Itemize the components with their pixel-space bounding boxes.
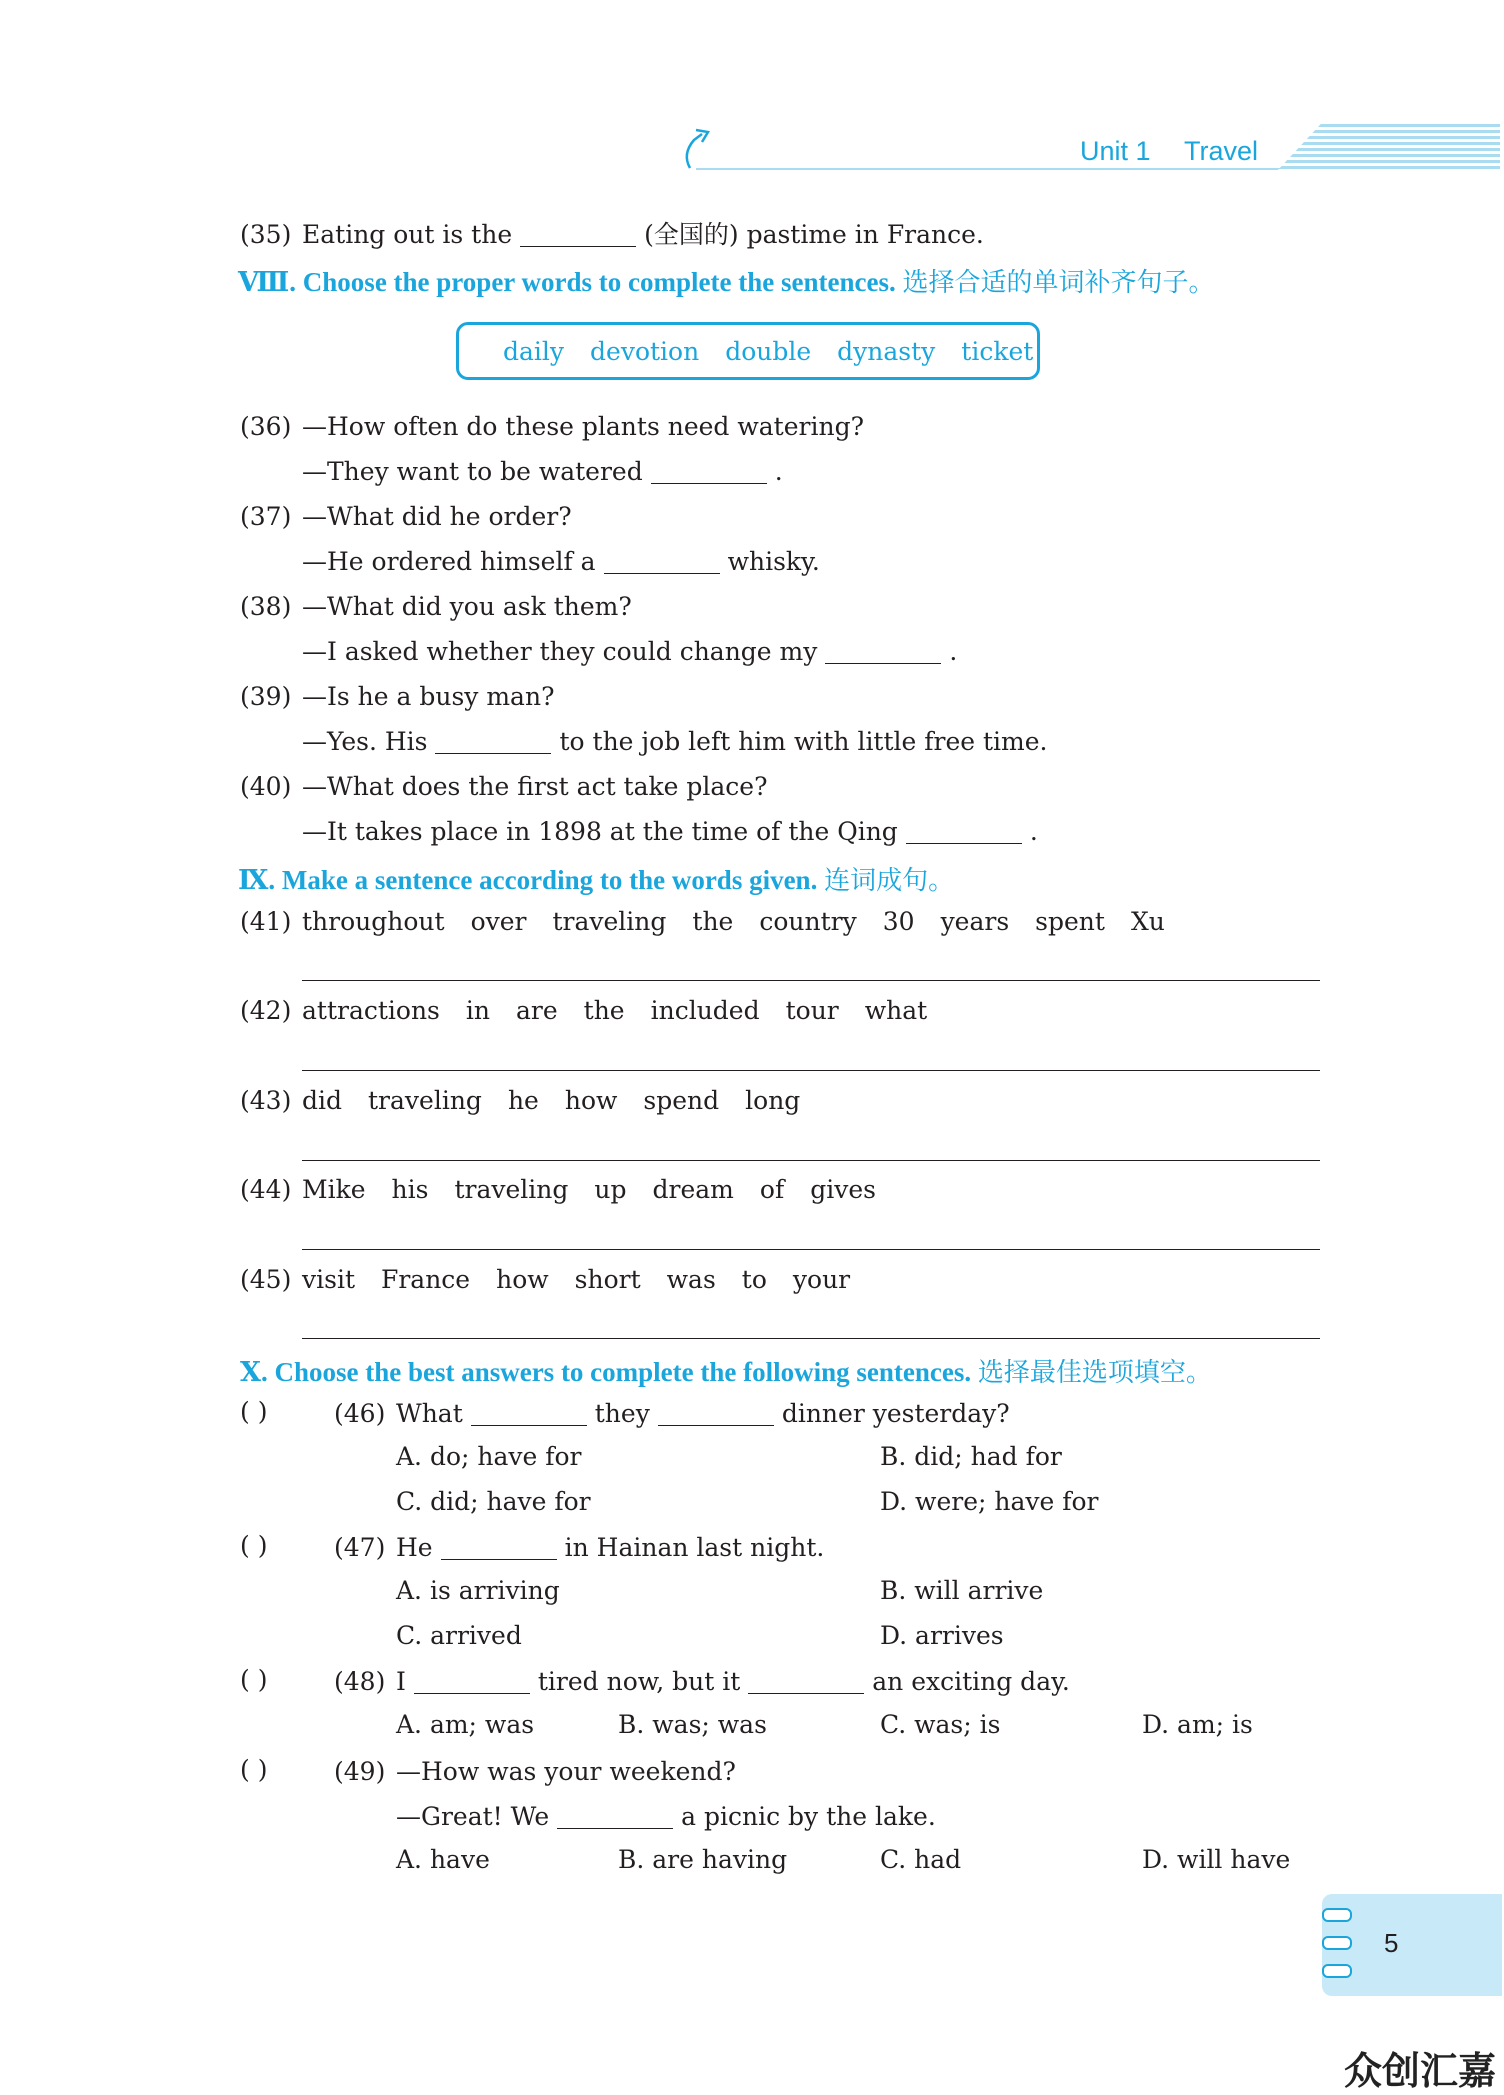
answer-paren-46[interactable]: ( )	[240, 1397, 268, 1426]
section-10-title: Ⅹ. Choose the best answers to complete the following sentences. 选择最佳选项填空。	[240, 1357, 1212, 1388]
header-bar	[676, 124, 1502, 172]
question-36-b: —They want to be watered .	[302, 457, 783, 486]
question-46: (46) What they dinner yesterday?	[334, 1399, 1010, 1428]
answer-blank[interactable]	[520, 220, 636, 247]
question-43: (43) did traveling he how spend long	[240, 1086, 801, 1115]
header-title: Travel	[1184, 136, 1259, 166]
answer-line-44[interactable]	[302, 1249, 1320, 1250]
option-47-d[interactable]: D. arrives	[880, 1621, 1004, 1650]
header-arrow-icon	[676, 124, 736, 172]
answer-paren-48[interactable]: ( )	[240, 1665, 268, 1694]
option-47-c[interactable]: C. arrived	[396, 1621, 522, 1650]
answer-line-41[interactable]	[302, 980, 1320, 981]
word-bank	[503, 337, 1033, 366]
option-46-a[interactable]: A. do; have for	[396, 1442, 582, 1471]
question-38-b: —I asked whether they could change my .	[302, 637, 958, 666]
option-47-a[interactable]: A. is arriving	[396, 1576, 560, 1605]
question-40-a: (40) —What does the first act take place?	[240, 772, 768, 801]
word-daily: daily	[503, 337, 565, 366]
answer-blank[interactable]	[414, 1667, 530, 1694]
option-47-b[interactable]: B. will arrive	[880, 1576, 1044, 1605]
option-49-d[interactable]: D. will have	[1142, 1845, 1291, 1874]
question-37-b: —He ordered himself a whisky.	[302, 547, 820, 576]
answer-line-42[interactable]	[302, 1070, 1320, 1071]
question-47: (47) He in Hainan last night.	[334, 1533, 825, 1562]
option-46-b[interactable]: B. did; had for	[880, 1442, 1062, 1471]
option-46-c[interactable]: C. did; have for	[396, 1487, 591, 1516]
word-dynasty: dynasty	[837, 337, 936, 366]
answer-blank[interactable]	[651, 457, 767, 484]
option-48-d[interactable]: D. am; is	[1142, 1710, 1253, 1739]
option-46-d[interactable]: D. were; have for	[880, 1487, 1099, 1516]
question-38-a: (38) —What did you ask them?	[240, 592, 632, 621]
page-number-tab	[1322, 1894, 1502, 1996]
question-44: (44) Mike his traveling up dream of gives	[240, 1175, 876, 1204]
answer-blank[interactable]	[825, 637, 941, 664]
question-49-b: —Great! We a picnic by the lake.	[396, 1802, 936, 1831]
answer-blank[interactable]	[748, 1667, 864, 1694]
option-48-c[interactable]: C. was; is	[880, 1710, 1001, 1739]
answer-blank[interactable]	[658, 1399, 774, 1426]
question-45: (45) visit France how short was to your	[240, 1265, 851, 1294]
answer-line-45[interactable]	[302, 1338, 1320, 1339]
answer-blank[interactable]	[435, 727, 551, 754]
question-37-a: (37) —What did he order?	[240, 502, 572, 531]
option-49-a[interactable]: A. have	[396, 1845, 490, 1874]
option-49-c[interactable]: C. had	[880, 1845, 962, 1874]
answer-paren-47[interactable]: ( )	[240, 1531, 268, 1560]
question-40-b: —It takes place in 1898 at the time of the Qing .	[302, 817, 1038, 846]
question-39-b: —Yes. His to the job left him with little free time.	[302, 727, 1048, 756]
answer-blank[interactable]	[557, 1802, 673, 1829]
section-8-title: Ⅷ. Choose the proper words to complete the sentences. 选择合适的单词补齐句子。	[238, 267, 1215, 298]
binder-ring-icon	[1322, 1936, 1352, 1950]
header-unit: Unit 1	[1080, 136, 1151, 166]
word-ticket: ticket	[961, 337, 1034, 366]
answer-blank[interactable]	[441, 1533, 557, 1560]
section-9-title: Ⅸ. Make a sentence according to the words given. 连词成句。	[238, 865, 955, 896]
question-42: (42) attractions in are the included tour what	[240, 996, 928, 1025]
binder-ring-icon	[1322, 1908, 1352, 1922]
question-39-a: (39) —Is he a busy man?	[240, 682, 555, 711]
question-36-a: (36) —How often do these plants need watering?	[240, 412, 864, 441]
answer-line-43[interactable]	[302, 1160, 1320, 1161]
word-box	[456, 322, 1040, 380]
watermark: 众创汇嘉	[1344, 2049, 1497, 2093]
question-35: (35) Eating out is the (全国的) pastime in France.	[240, 220, 984, 249]
question-48: (48) I tired now, but it an exciting day.	[334, 1667, 1070, 1696]
question-41: (41) throughout over traveling the country 30 years spent Xu	[240, 907, 1165, 936]
header-stripes	[1276, 124, 1500, 172]
answer-blank[interactable]	[471, 1399, 587, 1426]
answer-paren-49[interactable]: ( )	[240, 1755, 268, 1784]
question-49-a: (49) —How was your weekend?	[334, 1757, 736, 1786]
header-rule	[696, 168, 1356, 170]
option-48-b[interactable]: B. was; was	[618, 1710, 767, 1739]
page-number: 5	[1384, 1928, 1399, 1958]
option-49-b[interactable]: B. are having	[618, 1845, 788, 1874]
binder-ring-icon	[1322, 1964, 1352, 1978]
answer-blank[interactable]	[906, 817, 1022, 844]
answer-blank[interactable]	[604, 547, 720, 574]
option-48-a[interactable]: A. am; was	[396, 1710, 535, 1739]
word-devotion: devotion	[590, 337, 700, 366]
word-double: double	[725, 337, 812, 366]
